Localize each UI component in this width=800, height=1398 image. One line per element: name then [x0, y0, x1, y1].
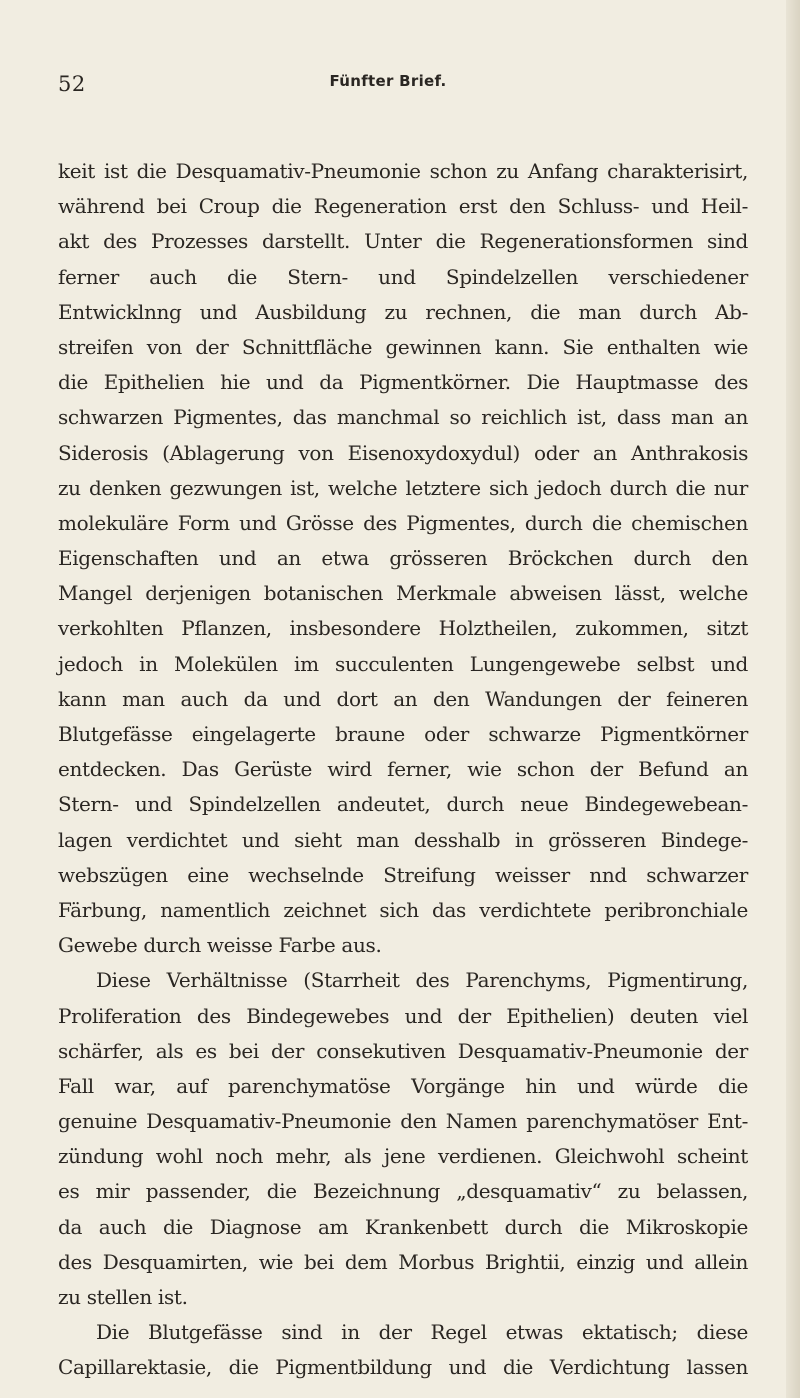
text-line: genuine Desquamativ-Pneumonie den Namen parenchymatöser Ent-	[58, 1109, 748, 1134]
text-line: Siderosis (Ablagerung von Eisenoxydoxydul) oder an Anthrakosis	[58, 440, 748, 465]
text-line: Färbung, namentlich zeichnet sich das verdichtete peribronchiale	[58, 897, 748, 922]
page-number: 52	[58, 72, 86, 96]
text-line: es mir passender, die Bezeichnung „desquamativ“ zu belassen,	[58, 1179, 748, 1204]
text-line: lagen verdichtet und sieht man desshalb in grösseren Bindege-	[58, 827, 748, 852]
text-line: Eigenschaften und an etwa grösseren Bröckchen durch den	[58, 546, 748, 571]
text-line: während bei Croup die Regeneration erst den Schluss- und Heil-	[58, 194, 748, 219]
running-title: Fünfter Brief.	[329, 72, 447, 90]
text-line: molekuläre Form und Grösse des Pigmentes, durch die chemischen	[58, 510, 748, 535]
text-line: zu denken gezwungen ist, welche letztere sich jedoch durch die nur	[58, 475, 748, 500]
text-line: Stern- und Spindelzellen andeutet, durch neue Bindegewebean-	[58, 792, 748, 817]
text-line: Entwicklnng und Ausbildung zu rechnen, die man durch Ab-	[58, 299, 748, 324]
text-line: akt des Prozesses darstellt. Unter die Regenerationsformen sind	[58, 229, 748, 254]
body-text	[58, 154, 748, 1386]
text-line: des Desquamirten, wie bei dem Morbus Brightii, einzig und allein	[58, 1249, 748, 1274]
text-line: kann man auch da und dort an den Wandungen der feineren	[58, 686, 748, 711]
text-line: die Epithelien hie und da Pigmentkörner. Die Hauptmasse des	[58, 370, 748, 395]
text-line: Fall war, auf parenchymatöse Vorgänge hin und würde die	[58, 1073, 748, 1098]
text-line: Mangel derjenigen botanischen Merkmale abweisen lässt, welche	[58, 581, 748, 606]
text-line: verkohlten Pflanzen, insbesondere Holztheilen, zukommen, sitzt	[58, 616, 748, 641]
text-line: Blutgefässe eingelagerte braune oder schwarze Pigmentkörner	[58, 722, 748, 746]
page-header	[58, 72, 718, 98]
paragraph-end-line: zu stellen ist.	[58, 1285, 188, 1309]
text-line: entdecken. Das Gerüste wird ferner, wie schon der Befund an	[58, 757, 748, 782]
text-line: Capillarektasie, die Pigmentbildung und die Verdichtung lassen	[58, 1355, 748, 1380]
paragraph-end-line: Gewebe durch weisse Farbe aus.	[58, 933, 382, 958]
text-line: zündung wohl noch mehr, als jene verdienen. Gleichwohl scheint	[58, 1144, 748, 1169]
text-line: keit ist die Desquamativ-Pneumonie schon zu Anfang charakterisirt,	[58, 159, 748, 183]
page-edge	[786, 0, 800, 1398]
paragraph-start-line: Diese Verhältnisse (Starrheit des Parenchyms, Pigmentirung,	[96, 968, 748, 993]
paragraph-start-line: Die Blutgefässe sind in der Regel etwas ektatisch; diese	[96, 1320, 748, 1345]
text-line: streifen von der Schnittfläche gewinnen kann. Sie enthalten wie	[58, 334, 748, 359]
text-line: webszügen eine wechselnde Streifung weisser nnd schwarzer	[58, 862, 748, 887]
text-line: Proliferation des Bindegewebes und der Epithelien) deuten viel	[58, 1003, 748, 1028]
text-line: schärfer, als es bei der consekutiven Desquamativ-Pneumonie der	[58, 1038, 748, 1063]
text-line: da auch die Diagnose am Krankenbett durch die Mikroskopie	[58, 1214, 748, 1239]
text-line: ferner auch die Stern- und Spindelzellen verschiedener	[58, 264, 748, 289]
text-line: jedoch in Molekülen im succulenten Lungengewebe selbst und	[58, 651, 748, 676]
text-line: schwarzen Pigmentes, das manchmal so reichlich ist, dass man an	[58, 405, 748, 430]
